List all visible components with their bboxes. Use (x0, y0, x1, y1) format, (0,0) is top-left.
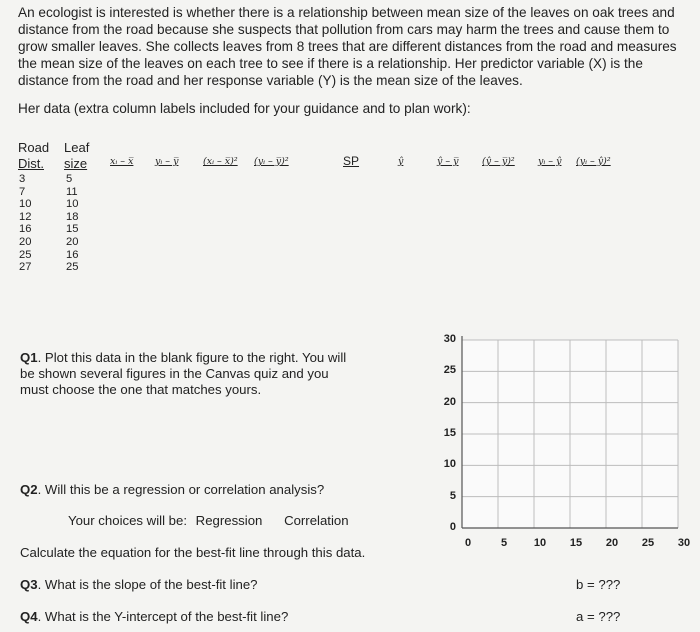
y-tick-label: 20 (443, 395, 456, 408)
plot-area (462, 340, 678, 528)
q4-answer: a = ??? (576, 609, 621, 624)
size-value: 18 (66, 210, 79, 223)
dist-value: 20 (19, 235, 32, 248)
header-y-dev: yᵢ – y̅ (155, 156, 179, 167)
size-value: 25 (66, 261, 79, 274)
x-tick-label: 0 (464, 537, 472, 549)
q2-text (20, 482, 324, 498)
x-tick-label: 5 (500, 537, 508, 549)
y-tick-label: 5 (449, 489, 456, 502)
choice-regression: Regression (195, 513, 263, 528)
col-dist-header-2: Dist. (18, 156, 44, 171)
header-resid-sq: (yᵢ – ŷ)² (576, 156, 611, 167)
choices-prefix: Your choices will be: (68, 513, 187, 528)
dist-value: 10 (19, 198, 32, 211)
x-tick-label: 30 (677, 537, 691, 549)
calc-text: Calculate the equation for the best-fit line through this data. (20, 545, 366, 560)
dist-value: 7 (19, 185, 26, 198)
header-yhat-dev: ŷ – y̅ (437, 156, 459, 167)
x-tick-label: 10 (533, 537, 547, 549)
q3-answer: b = ??? (576, 577, 621, 592)
q4-text (20, 609, 288, 625)
q3-body: . What is the slope of the best-fit line? (37, 577, 258, 592)
q3-text (20, 577, 258, 593)
size-value: 20 (66, 235, 79, 248)
dist-value: 27 (19, 261, 32, 274)
data-intro: Her data (extra column labels included for your guidance and to plan work): (18, 101, 471, 116)
header-x-dev: xᵢ – x̅ (110, 156, 134, 167)
q2-label: Q2 (20, 482, 38, 497)
dist-value: 12 (19, 210, 32, 223)
header-sp: SP (343, 154, 360, 168)
size-value: 16 (66, 248, 79, 261)
choice-correlation: Correlation (284, 513, 349, 528)
q1-text (20, 350, 350, 398)
y-tick-label: 25 (443, 364, 456, 377)
col-dist-header-1: Road (18, 140, 50, 155)
size-column (66, 173, 78, 274)
dist-column (19, 173, 31, 274)
header-x-dev-sq: (xᵢ – x̅)² (203, 156, 238, 167)
size-value: 5 (66, 173, 73, 185)
col-size-header-1: Leaf (64, 140, 90, 155)
size-value: 10 (66, 198, 79, 211)
q1-label: Q1 (20, 350, 38, 365)
header-resid: yᵢ – ŷ (538, 156, 562, 167)
header-yhat: ŷ (398, 156, 404, 167)
x-tick-label: 15 (569, 537, 583, 549)
header-y-dev-sq: (yᵢ – y̅)² (254, 156, 289, 167)
header-yhat-dev-sq: (ŷ – y̅)² (482, 156, 515, 167)
size-value: 15 (66, 223, 79, 236)
dist-value: 16 (19, 223, 32, 236)
col-size-header-2: size (64, 156, 88, 171)
y-tick-label: 30 (443, 333, 456, 345)
intro-paragraph: An ecologist is interested is whether there is a relationship between mean size of the leaves on oak trees and distance from the road because she suspects that pollution from cars may harm the trees and cause them to grow smaller leaves. She collects leaves from 8 trees that are different distances from the road and measures the mean size of the leaves on each tree to see if there is a relationship. Her predictor variable (X) is the distance from the road and her response variable (Y) is the mean size of the leaves. (18, 5, 677, 88)
q3-label: Q3 (20, 577, 38, 592)
q2-body: . Will this be a regression or correlation analysis? (37, 482, 325, 497)
dist-value: 25 (19, 248, 32, 261)
x-tick-label: 25 (641, 537, 655, 549)
dist-value: 3 (19, 173, 26, 185)
q4-body: . What is the Y-intercept of the best-fit line? (37, 609, 289, 624)
q1-body: . Plot this data in the blank figure to the right. You will be shown several figures in the Canvas quiz and you must choose the one that matches yours. (20, 350, 347, 397)
y-tick-label: 0 (449, 521, 456, 533)
y-tick-label: 10 (443, 458, 456, 471)
q4-label: Q4 (20, 609, 38, 624)
choices-line (68, 513, 349, 529)
size-value: 11 (66, 185, 78, 198)
x-tick-label: 20 (605, 537, 619, 549)
y-tick-label: 15 (443, 427, 456, 439)
